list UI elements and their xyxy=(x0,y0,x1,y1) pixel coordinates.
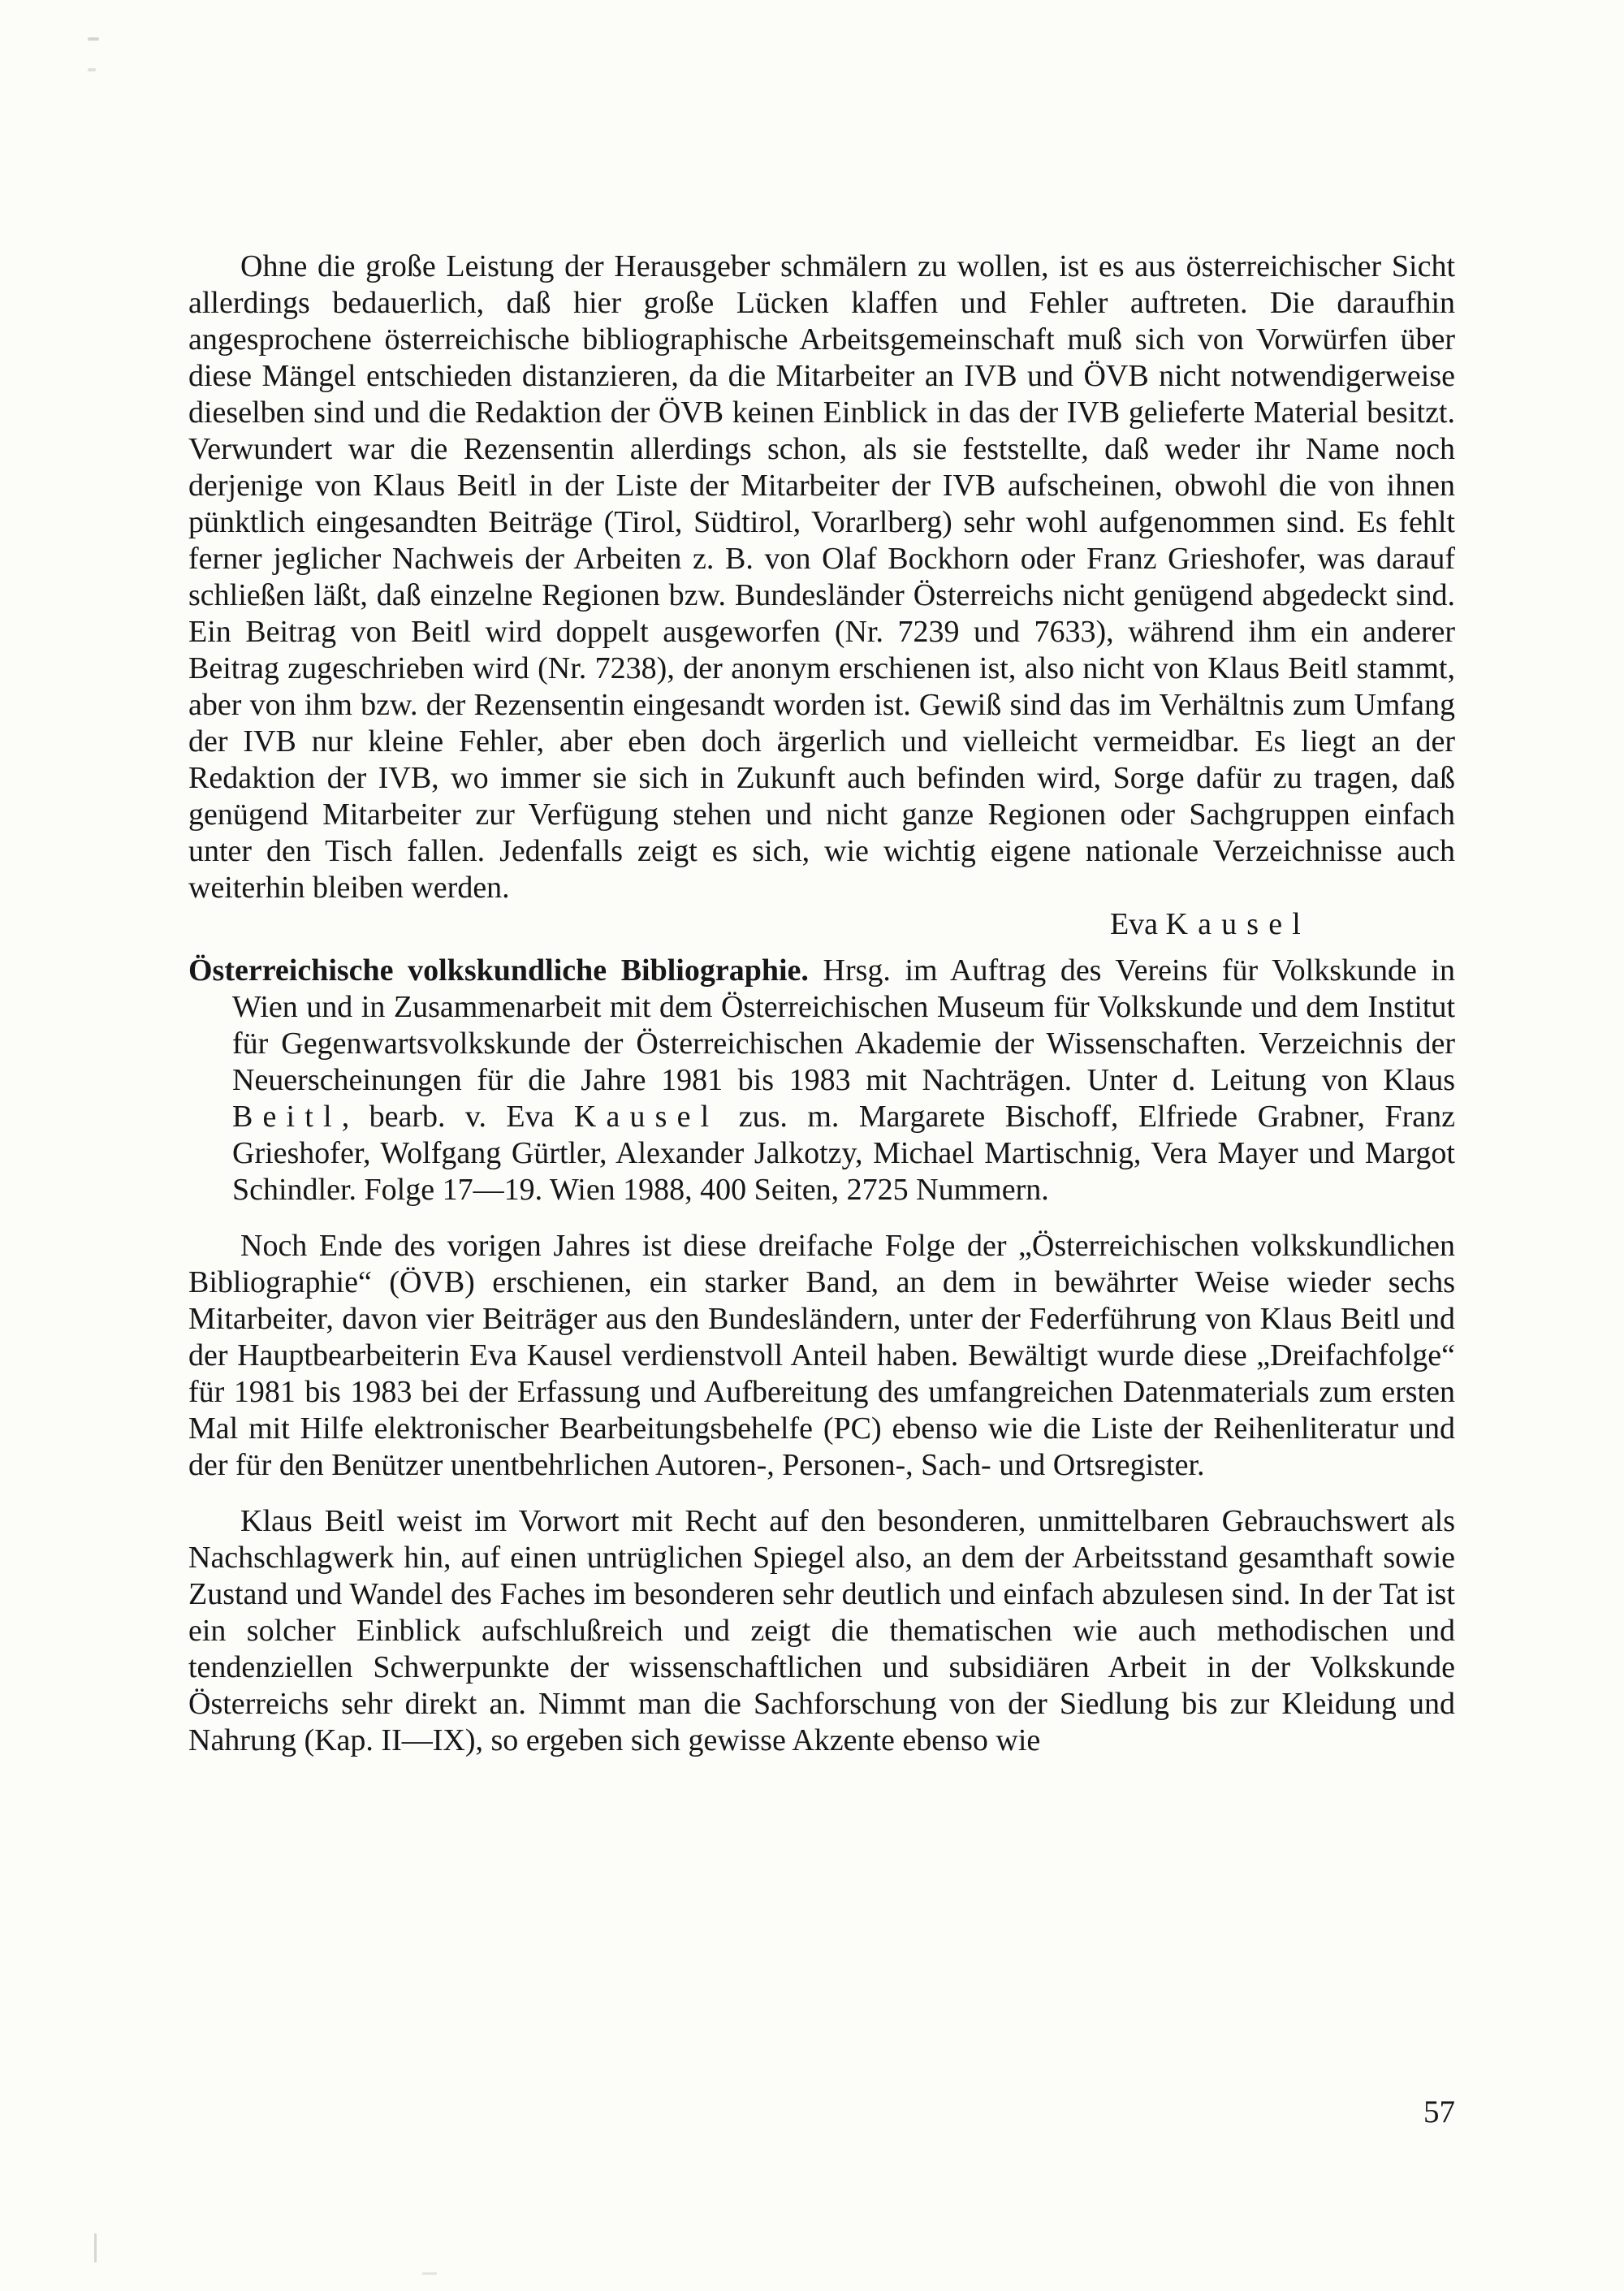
reviewer-last-name: Kausel xyxy=(1165,907,1311,941)
reviewer-first-name: Eva xyxy=(1109,907,1166,941)
scan-artifact xyxy=(94,2233,97,2263)
review-paragraph-2: Noch Ende des vorigen Jahres ist diese dreifache Folge der „Österreichischen volkskundlichen Bibliographie“ (ÖVB) erschienen, ein starker Band, an dem in bewährter Weise wieder sechs Mitarbeiter, davon vier Beiträger aus den Bundesländern, unter der Federführung von Klaus Beitl und der Hauptbearbeiterin Eva Kausel verdienstvoll Anteil haben. Bewältigt wurde diese „Dreifachfolge“ für 1981 bis 1983 bei der Erfassung und Aufbereitung des umfangreichen Datenmaterials zum ersten Mal mit Hilfe elektronischer Bearbeitungsbehelfe (PC) ebenso wie die Liste der Reihenliteratur und der für den Benützer unentbehrlichen Autoren-, Personen-, Sach- und Ortsregister. xyxy=(188,1229,1455,1482)
review-text-block xyxy=(188,249,1455,1759)
scan-artifact xyxy=(88,68,96,71)
bibliography-entry xyxy=(188,953,1455,1208)
entry-title: Österreichische volkskundliche Bibliographie. xyxy=(188,953,809,988)
review-paragraph-3: Klaus Beitl weist im Vorwort mit Recht auf den besonderen, unmittelbaren Gebrauchswert als Nachschlagwerk hin, auf einen untrüglichen Spiegel also, an dem der Arbeitsstand gesamthaft sowie Zustand und Wandel des Faches im besonderen sehr deutlich und einfach abzulesen sind. In der Tat ist ein solcher Einblick aufschlußreich und zeigt die thematischen wie auch methodischen und tendenziellen Schwerpunkte der wissenschaftlichen und subsidiären Arbeit in der Volkskunde Österreichs sehr direkt an. Nimmt man die Sachforschung von der Siedlung bis zur Kleidung und Nahrung (Kap. II—IX), so ergeben sich gewisse Akzente ebenso wie xyxy=(188,1504,1455,1757)
page-number: 57 xyxy=(1423,2094,1455,2129)
entry-text: , bearb. v. Eva xyxy=(341,1100,574,1134)
reviewer-signature xyxy=(188,906,1455,943)
scan-artifact xyxy=(88,37,99,41)
entry-compiler-name: Kausel xyxy=(573,1100,719,1134)
entry-text: Hrsg. im Auftrag des Vereins für Volkskunde in Wien und in Zusammenarbeit mit dem Österreichischen Museum für Volkskunde und dem Institut für Gegenwartsvolkskunde der Österreichischen Akademie der Wissenschaften. Verzeichnis der Neuerscheinungen für die Jahre 1981 bis 1983 mit Nachträgen. Unter d. Leitung von Klaus xyxy=(232,953,1455,1097)
review-paragraph-1: Ohne die große Leistung der Herausgeber schmälern zu wollen, ist es aus österreichischer Sicht allerdings bedauerlich, daß hier große Lücken klaffen und Fehler auftreten. Die daraufhin angesprochene österreichische bibliographische Arbeitsgemeinschaft muß sich von Vorwürfen über diese Mängel entschieden distanzieren, da die Mitarbeiter an IVB und ÖVB nicht notwendigerweise dieselben sind und die Redaktion der ÖVB keinen Einblick in das der IVB gelieferte Material besitzt. Verwundert war die Rezensentin allerdings schon, als sie feststellte, daß weder ihr Name noch derjenige von Klaus Beitl in der Liste der Mitarbeiter der IVB aufscheinen, obwohl die von ihnen pünktlich eingesandten Beiträge (Tirol, Südtirol, Vorarlberg) sehr wohl aufgenommen sind. Es fehlt ferner jeglicher Nachweis der Arbeiten z. B. von Olaf Bockhorn oder Franz Grieshofer, was darauf schließen läßt, daß einzelne Regionen bzw. Bundesländer Österreichs nicht genügend abgedeckt sind. Ein Beitrag von Beitl wird doppelt ausgeworfen (Nr. 7239 und 7633), während ihm ein anderer Beitrag zugeschrieben wird (Nr. 7238), der anonym erschienen ist, also nicht von Klaus Beitl stammt, aber von ihm bzw. der Rezensentin eingesandt worden ist. Gewiß sind das im Verhältnis zum Umfang der IVB nur kleine Fehler, aber eben doch ärgerlich und vielleicht vermeidbar. Es liegt an der Redaktion der IVB, wo immer sie sich in Zukunft auch befinden wird, Sorge dafür zu tragen, daß genügend Mitarbeiter zur Verfügung stehen und nicht ganze Regionen oder Sachgruppen einfach unter den Tisch fallen. Jedenfalls zeigt es sich, wie wichtig eigene nationale Verzeichnisse auch weiterhin bleiben werden. xyxy=(188,249,1455,905)
scan-artifact xyxy=(422,2272,437,2275)
entry-editor-name: Beitl xyxy=(232,1100,342,1134)
entry-text: zus. m. Margarete Bischoff, Elfriede Grabner, Franz Grieshofer, Wolfgang Gürtler, Alexander Jalkotzy, Michael Martischnig, Vera Mayer und Margot Schindler. Folge 17—19. Wien 1988, 400 Seiten, 2725 Nummern. xyxy=(232,1100,1455,1207)
